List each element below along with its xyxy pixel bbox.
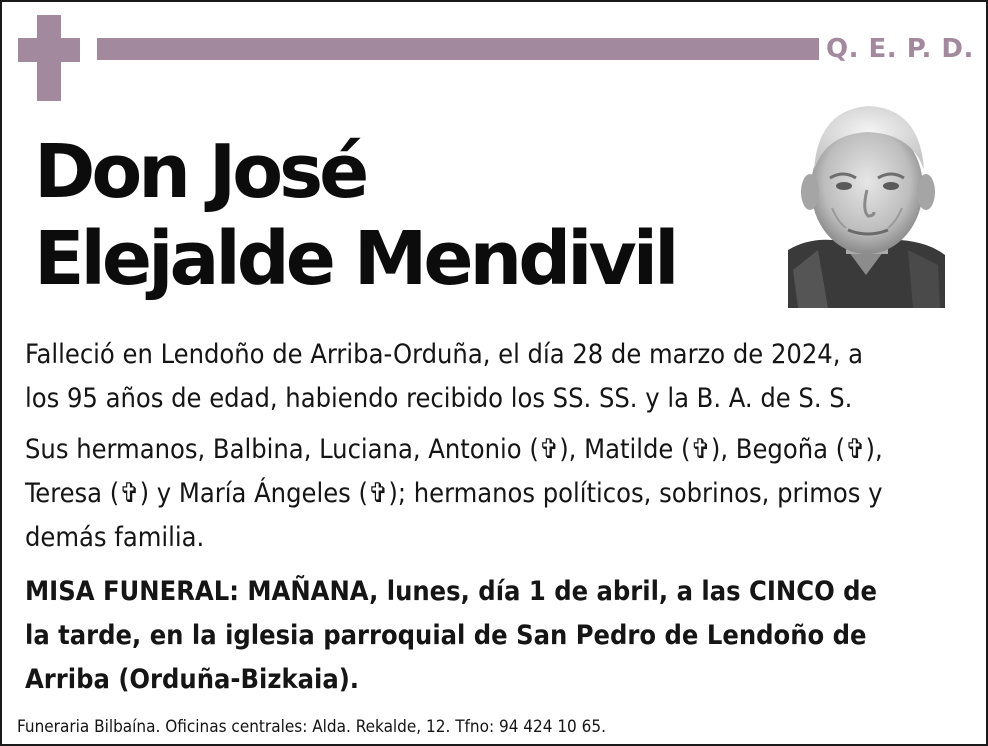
text-line: los 95 años de edad, habiendo recibido los SS. SS. y la B. A. de S. S. xyxy=(25,383,853,414)
cross-horizontal-bar xyxy=(18,38,80,62)
text-line: la tarde, en la iglesia parroquial de San Pedro de Lendoño de xyxy=(25,620,867,651)
text-line: MISA FUNERAL: MAÑANA, lunes, día 1 de abril, a las CINCO de xyxy=(25,576,878,607)
death-announcement xyxy=(25,333,965,421)
funeral-mass-details xyxy=(25,570,945,702)
deceased-name-line2: Elejalde Mendivil xyxy=(34,216,676,302)
family-list xyxy=(25,428,965,560)
deceased-name-line1: Don José xyxy=(34,129,366,215)
text-line: Teresa (✞) y María Ángeles (✞); hermanos políticos, sobrinos, primos y xyxy=(25,478,883,509)
qepd-label: Q. E. P. D. xyxy=(826,34,974,64)
funeral-home-footer: Funeraria Bilbaína. Oficinas centrales: Alda. Rekalde, 12. Tfno: 94 424 10 65. xyxy=(17,717,606,737)
text-line: Arriba (Orduña-Bizkaia). xyxy=(25,664,360,695)
text-line: Sus hermanos, Balbina, Luciana, Antonio (✞), Matilde (✞), Begoña (✞), xyxy=(25,434,883,465)
text-line: Falleció en Lendoño de Arriba-Orduña, el día 28 de marzo de 2024, a xyxy=(25,339,864,370)
portrait-photo xyxy=(788,100,945,308)
header-bar xyxy=(97,38,819,60)
text-line: demás familia. xyxy=(25,522,205,553)
